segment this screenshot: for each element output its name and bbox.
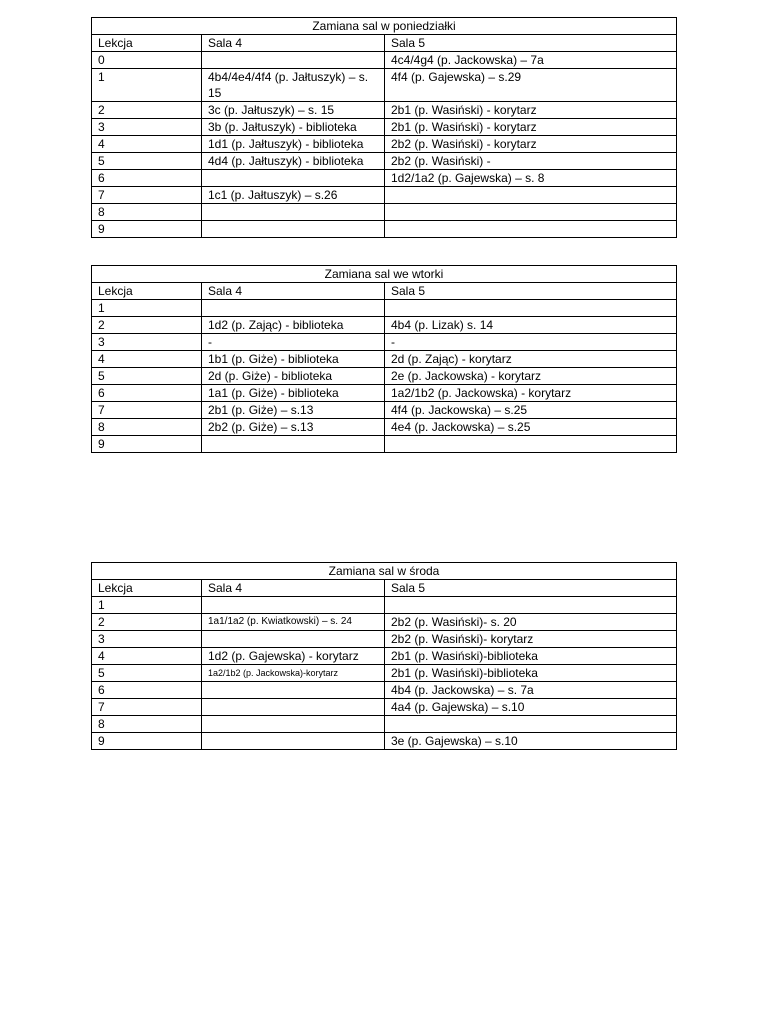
table-row: [92, 368, 677, 385]
schedule-table-monday: [91, 17, 677, 238]
room-5-cell: 2b2 (p. Wasiński) - korytarz: [385, 136, 677, 153]
room-5-cell: 2b2 (p. Wasiński)- s. 20: [385, 614, 677, 631]
lesson-number: 2: [92, 614, 202, 631]
room-4-cell: 1d1 (p. Jałtuszyk) - biblioteka: [202, 136, 385, 153]
lesson-number: 3: [92, 334, 202, 351]
column-header-sala-4: Sala 4: [202, 35, 385, 52]
room-4-cell: 3c (p. Jałtuszyk) – s. 15: [202, 102, 385, 119]
lesson-number: 1: [92, 69, 202, 102]
room-5-cell: 4f4 (p. Jackowska) – s.25: [385, 402, 677, 419]
table-row: [92, 187, 677, 204]
lesson-number: 5: [92, 665, 202, 682]
schedule-table-wednesday: [91, 562, 677, 750]
room-5-cell: 2b1 (p. Wasiński)-biblioteka: [385, 665, 677, 682]
table-row: [92, 682, 677, 699]
room-4-cell: [202, 221, 385, 238]
room-5-cell: [385, 597, 677, 614]
room-4-cell: [202, 733, 385, 750]
table-row: [92, 733, 677, 750]
lesson-number: 7: [92, 699, 202, 716]
room-4-cell: [202, 716, 385, 733]
table-row: [92, 419, 677, 436]
table-row: [92, 631, 677, 648]
room-5-cell: [385, 204, 677, 221]
room-4-cell: 1d2 (p. Zając) - biblioteka: [202, 317, 385, 334]
table-row: [92, 665, 677, 682]
lesson-number: 8: [92, 204, 202, 221]
room-5-cell: 2b1 (p. Wasiński) - korytarz: [385, 119, 677, 136]
room-5-cell: [385, 300, 677, 317]
room-4-cell: [202, 631, 385, 648]
room-4-cell: 1a2/1b2 (p. Jackowska)-korytarz: [202, 665, 385, 682]
room-5-cell: [385, 436, 677, 453]
room-4-cell: 1a1 (p. Giże) - biblioteka: [202, 385, 385, 402]
column-header-lekcja: Lekcja: [92, 283, 202, 300]
table-row: [92, 119, 677, 136]
table-header-row: [92, 283, 677, 300]
room-5-cell: 2b1 (p. Wasiński) - korytarz: [385, 102, 677, 119]
room-5-cell: 4b4 (p. Lizak) s. 14: [385, 317, 677, 334]
room-5-cell: 2b1 (p. Wasiński)-biblioteka: [385, 648, 677, 665]
lesson-number: 7: [92, 187, 202, 204]
table-row: [92, 716, 677, 733]
table-row: [92, 69, 677, 102]
room-4-cell: 1b1 (p. Giże) - biblioteka: [202, 351, 385, 368]
room-4-cell: 2b2 (p. Giże) – s.13: [202, 419, 385, 436]
room-5-cell: 2b2 (p. Wasiński)- korytarz: [385, 631, 677, 648]
room-5-cell: 4f4 (p. Gajewska) – s.29: [385, 69, 677, 102]
table-title-row: [92, 18, 677, 35]
room-5-cell: 1a2/1b2 (p. Jackowska) - korytarz: [385, 385, 677, 402]
column-header-sala-5: Sala 5: [385, 283, 677, 300]
table-row: [92, 300, 677, 317]
column-header-lekcja: Lekcja: [92, 35, 202, 52]
room-4-cell: [202, 682, 385, 699]
lesson-number: 2: [92, 317, 202, 334]
lesson-number: 9: [92, 733, 202, 750]
lesson-number: 5: [92, 368, 202, 385]
table-row: [92, 699, 677, 716]
table-title-row: [92, 563, 677, 580]
lesson-number: 9: [92, 436, 202, 453]
room-4-cell: [202, 300, 385, 317]
room-4-cell: 3b (p. Jałtuszyk) - biblioteka: [202, 119, 385, 136]
lesson-number: 0: [92, 52, 202, 69]
room-5-cell: 4e4 (p. Jackowska) – s.25: [385, 419, 677, 436]
lesson-number: 6: [92, 385, 202, 402]
room-4-cell: 1c1 (p. Jałtuszyk) – s.26: [202, 187, 385, 204]
room-4-cell: 2d (p. Giże) - biblioteka: [202, 368, 385, 385]
table-row: [92, 204, 677, 221]
table-row: [92, 402, 677, 419]
schedule-table-tuesday: [91, 265, 677, 453]
column-header-sala-5: Sala 5: [385, 580, 677, 597]
room-4-cell: [202, 52, 385, 69]
table-row: [92, 334, 677, 351]
table-row: [92, 221, 677, 238]
room-4-cell: 1a1/1a2 (p. Kwiatkowski) – s. 24: [202, 614, 385, 631]
lesson-number: 6: [92, 682, 202, 699]
room-5-cell: 2e (p. Jackowska) - korytarz: [385, 368, 677, 385]
lesson-number: 5: [92, 153, 202, 170]
lesson-number: 4: [92, 136, 202, 153]
lesson-number: 6: [92, 170, 202, 187]
room-5-cell: 4b4 (p. Jackowska) – s. 7a: [385, 682, 677, 699]
room-5-cell: 1d2/1a2 (p. Gajewska) – s. 8: [385, 170, 677, 187]
room-5-cell: 4a4 (p. Gajewska) – s.10: [385, 699, 677, 716]
lesson-number: 4: [92, 648, 202, 665]
table-title: Zamiana sal we wtorki: [92, 266, 677, 283]
room-5-cell: -: [385, 334, 677, 351]
room-4-cell: 4b4/4e4/4f4 (p. Jałtuszyk) – s. 15: [202, 69, 385, 102]
lesson-number: 9: [92, 221, 202, 238]
table-row: [92, 597, 677, 614]
column-header-sala-4: Sala 4: [202, 580, 385, 597]
column-header-sala-4: Sala 4: [202, 283, 385, 300]
column-header-lekcja: Lekcja: [92, 580, 202, 597]
table-row: [92, 351, 677, 368]
room-4-cell: [202, 170, 385, 187]
room-4-cell: [202, 204, 385, 221]
room-4-cell: 4d4 (p. Jałtuszyk) - biblioteka: [202, 153, 385, 170]
room-5-cell: 4c4/4g4 (p. Jackowska) – 7a: [385, 52, 677, 69]
room-5-cell: 3e (p. Gajewska) – s.10: [385, 733, 677, 750]
lesson-number: 3: [92, 631, 202, 648]
room-5-cell: 2d (p. Zając) - korytarz: [385, 351, 677, 368]
table-header-row: [92, 580, 677, 597]
lesson-number: 1: [92, 597, 202, 614]
table-row: [92, 102, 677, 119]
table-row: [92, 170, 677, 187]
room-4-cell: [202, 597, 385, 614]
table-title: Zamiana sal w poniedziałki: [92, 18, 677, 35]
room-4-cell: 2b1 (p. Giże) – s.13: [202, 402, 385, 419]
room-4-cell: -: [202, 334, 385, 351]
room-5-cell: [385, 221, 677, 238]
room-4-cell: [202, 436, 385, 453]
table-row: [92, 385, 677, 402]
table-row: [92, 52, 677, 69]
room-4-cell: 1d2 (p. Gajewska) - korytarz: [202, 648, 385, 665]
lesson-number: 1: [92, 300, 202, 317]
lesson-number: 4: [92, 351, 202, 368]
table-row: [92, 317, 677, 334]
table-header-row: [92, 35, 677, 52]
table-row: [92, 614, 677, 631]
table-title-row: [92, 266, 677, 283]
room-5-cell: [385, 716, 677, 733]
table-row: [92, 136, 677, 153]
table-row: [92, 436, 677, 453]
lesson-number: 7: [92, 402, 202, 419]
lesson-number: 3: [92, 119, 202, 136]
lesson-number: 8: [92, 716, 202, 733]
table-title: Zamiana sal w środa: [92, 563, 677, 580]
column-header-sala-5: Sala 5: [385, 35, 677, 52]
room-5-cell: [385, 187, 677, 204]
lesson-number: 8: [92, 419, 202, 436]
room-5-cell: 2b2 (p. Wasiński) -: [385, 153, 677, 170]
lesson-number: 2: [92, 102, 202, 119]
table-row: [92, 153, 677, 170]
table-row: [92, 648, 677, 665]
room-4-cell: [202, 699, 385, 716]
